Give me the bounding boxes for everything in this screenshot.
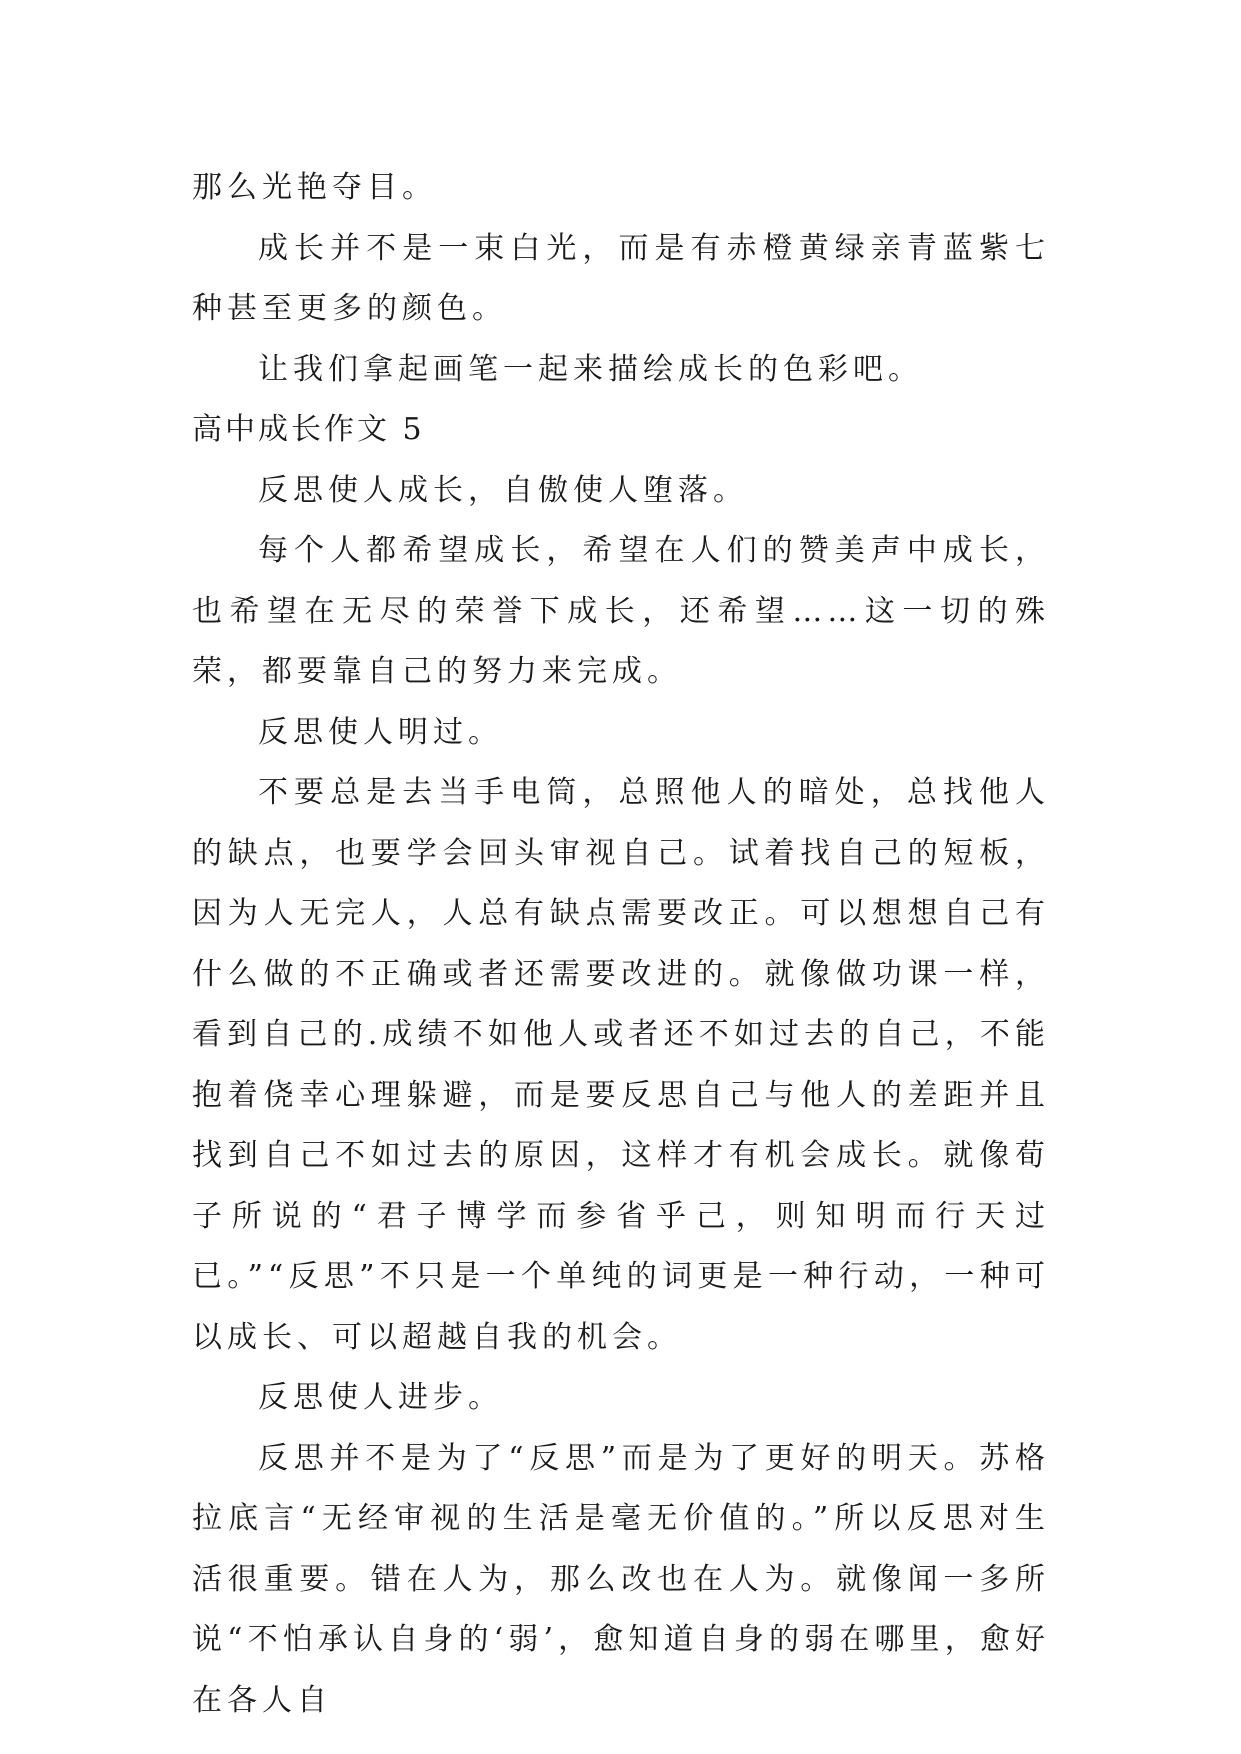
paragraph: 让我们拿起画笔一起来描绘成长的色彩吧。 [258, 351, 923, 387]
paragraph: 反思使人进步。 [258, 1380, 503, 1415]
section-heading: 高中成长作文 5 [192, 412, 425, 447]
paragraph: 不要总是去当手电筒，总照他人的暗处，总找他人的缺点，也要学会回头审视自己。试着找自己的短板，因为人无完人，人总有缺点需要改正。可以想想自己有什么做的不正确或者还需要改进的。就像做功课一样，看到自己的.成绩不如他人或者还不如过去的自己，不能抱着侥幸心理躲避，而是要反思自己与他人的差距并且找到自己不如过去的原因，这样才有机会成长。就像荀子所说的“君子博学而参省乎己，则知明而行天过已。”“反思”不只是一个单纯的词更是一种行动，一种可以成长、可以超越自我的机会。 [192, 775, 1050, 1355]
paragraph: 反思使人成长，自傲使人堕落。 [258, 472, 748, 508]
paragraph: 那么光艳夺目。 [192, 170, 437, 205]
document-body [192, 158, 1050, 1731]
paragraph: 反思使人明过。 [258, 714, 503, 750]
paragraph: 每个人都希望成长，希望在人们的赞美声中成长，也希望在无尽的荣誉下成长，还希望……这一切的殊荣，都要靠自己的努力来完成。 [192, 533, 1050, 689]
paragraph: 反思并不是为了“反思”而是为了更好的明天。苏格拉底言“无经审视的生活是毫无价值的。”所以反思对生活很重要。错在人为，那么改也在人为。就像闻一多所说“不怕承认自身的‘弱’，愈知道自身的弱在哪里，愈好在各人自 [192, 1440, 1050, 1718]
paragraph: 成长并不是一束白光，而是有赤橙黄绿亲青蓝紫七种甚至更多的颜色。 [192, 230, 1050, 326]
